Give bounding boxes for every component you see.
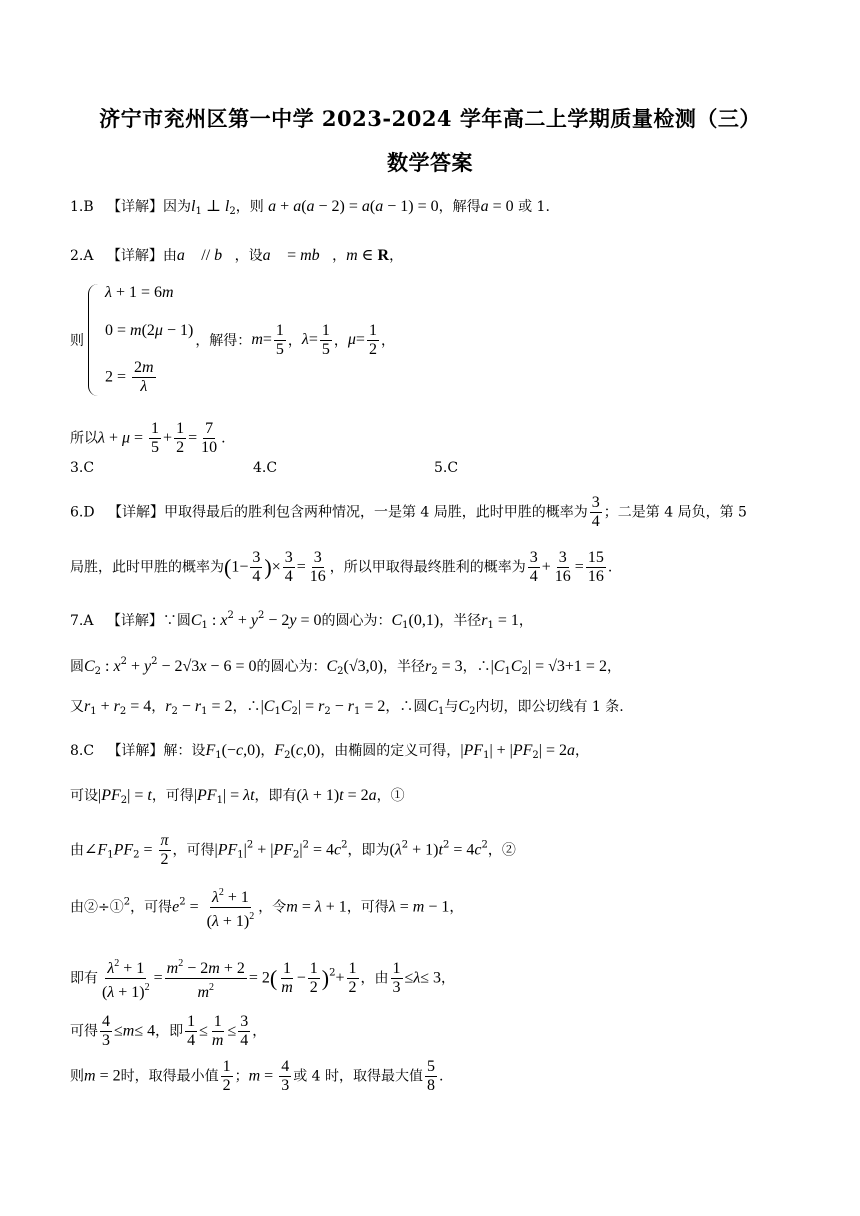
- answer-q3: 3.C: [70, 460, 95, 476]
- answer-q8-line3: 由$\angle F_1PF_2$ = $\frac{\pi}{2}$ ，可得$|PF_1|^2 + |PF_2|^2 = 4c^2$，即为$(\lambda^2 + 1)t^2 = 4c^2$，②: [70, 832, 516, 868]
- answer-q7-line1: 7.A 【详解】∵圆$C_1$ : $x^2 + y^2 - 2y = 0$的圆心为：$C_1(0,1)$，半径$r_1 = 1$，: [70, 610, 533, 631]
- answer-q8-line5: 即有 $\frac{\lambda^2 + 1}{(\lambda + 1)^2}$ = $\frac{m^2 - 2m + 2}{m^2}$ = 2( $\frac{1}{m}$ − $\frac{1}{2}$ )$^2$+ $\frac{1}{2}$ ，由 $\frac{1}{3}$ ≤λ≤ 3，: [70, 955, 455, 1002]
- answer-q4: 4.C: [253, 460, 278, 476]
- answer-q7-line3: 又$r_1 + r_2 = 4$，$r_2 - r_1 = 2$，$\therefore|C_1C_2| = r_2 - r_1 = 2$，∴圆$C_1$与$C_2$内切，即公切线有 1 条.: [70, 698, 624, 717]
- answer-q2-intro: 2.A 【详解】由a⃗ // b⃗，设a⃗ = mb⃗，m ∈ R，: [70, 247, 404, 264]
- answer-q8-line7: 则m = 2时，取得最小值 $\frac{1}{2}$ ；m = $\frac{4}{3}$ 或 4 时，取得最大值 $\frac{5}{8}$ .: [70, 1058, 444, 1094]
- answer-q5: 5.C: [434, 460, 459, 476]
- answer-q8-line1: 8.C 【详解】解：设$F_1(-c,0)$，$F_2(c,0)$，由椭圆的定义可得，$|PF_1| + |PF_2| = 2a$，: [70, 742, 590, 761]
- answer-q6-line1: 6.D 【详解】甲取得最后的胜利包含两种情况，一是第 4 局胜，此时甲胜的概率为 $\frac{3}{4}$ ；二是第 4 局负，第 5: [70, 494, 747, 530]
- brace-icon: [88, 284, 99, 396]
- answer-q7-line2: 圆$C_2$ : $x^2 + y^2 - 2√3x - 6 = 0$的圆心为：$C_2(√3,0)$，半径$r_2 = 3$，$\therefore|C_1C_2| = √3+1 = 2$，: [70, 656, 621, 677]
- answer-q8-line4: 由②÷①$^2$，可得$e^2$ = $\frac{\lambda^2 + 1}{(\lambda + 1)^2}$ ，令m = λ + 1，可得λ = m − 1，: [70, 884, 463, 931]
- answer-q8-line2: 可设$|PF_2| = t$，可得$|PF_1| = \lambda t$，即有(λ + 1)t = 2a，①: [70, 787, 405, 806]
- answer-q1: 1.B 【详解】因为$l_1$ ⊥ $l_2$，则 a + a(a − 2) = a(a − 1) = 0，解得a = 0 或 1.: [70, 198, 550, 217]
- answer-q8-line6: 可得 $\frac{4}{3}$ ≤m≤ 4，即 $\frac{1}{4}$ ≤ $\frac{1}{m}$ ≤ $\frac{3}{4}$ ，: [70, 1013, 267, 1049]
- answer-q2-result: 所以λ + μ = $\frac{1}{5}$ + $\frac{1}{2}$ = $\frac{7}{10}$ .: [70, 420, 226, 456]
- answer-q2-system: 则 λ + 1 = 6m 0 = m(2μ − 1) 2 = $\frac{2m}{\lambda}$ ，解得： m = $\frac{1}{5}$ ， λ = $\frac{1}{5}$ ， μ = $\frac{1}{2}$ ，: [70, 284, 395, 395]
- document-title: 济宁市兖州区第一中学 2023-2024 学年高二上学期质量检测（三）: [99, 106, 761, 131]
- document-subtitle: 数学答案: [387, 150, 473, 175]
- answer-q6-line2: 局胜，此时甲胜的概率为(1− $\frac{3}{4}$ )× $\frac{3}{4}$ = $\frac{3}{16}$ ，所以甲取得最终胜利的概率为 $\frac{3}{4}$ + $\frac{3}{16}$ = $\frac{15}{16}$ .: [70, 549, 613, 585]
